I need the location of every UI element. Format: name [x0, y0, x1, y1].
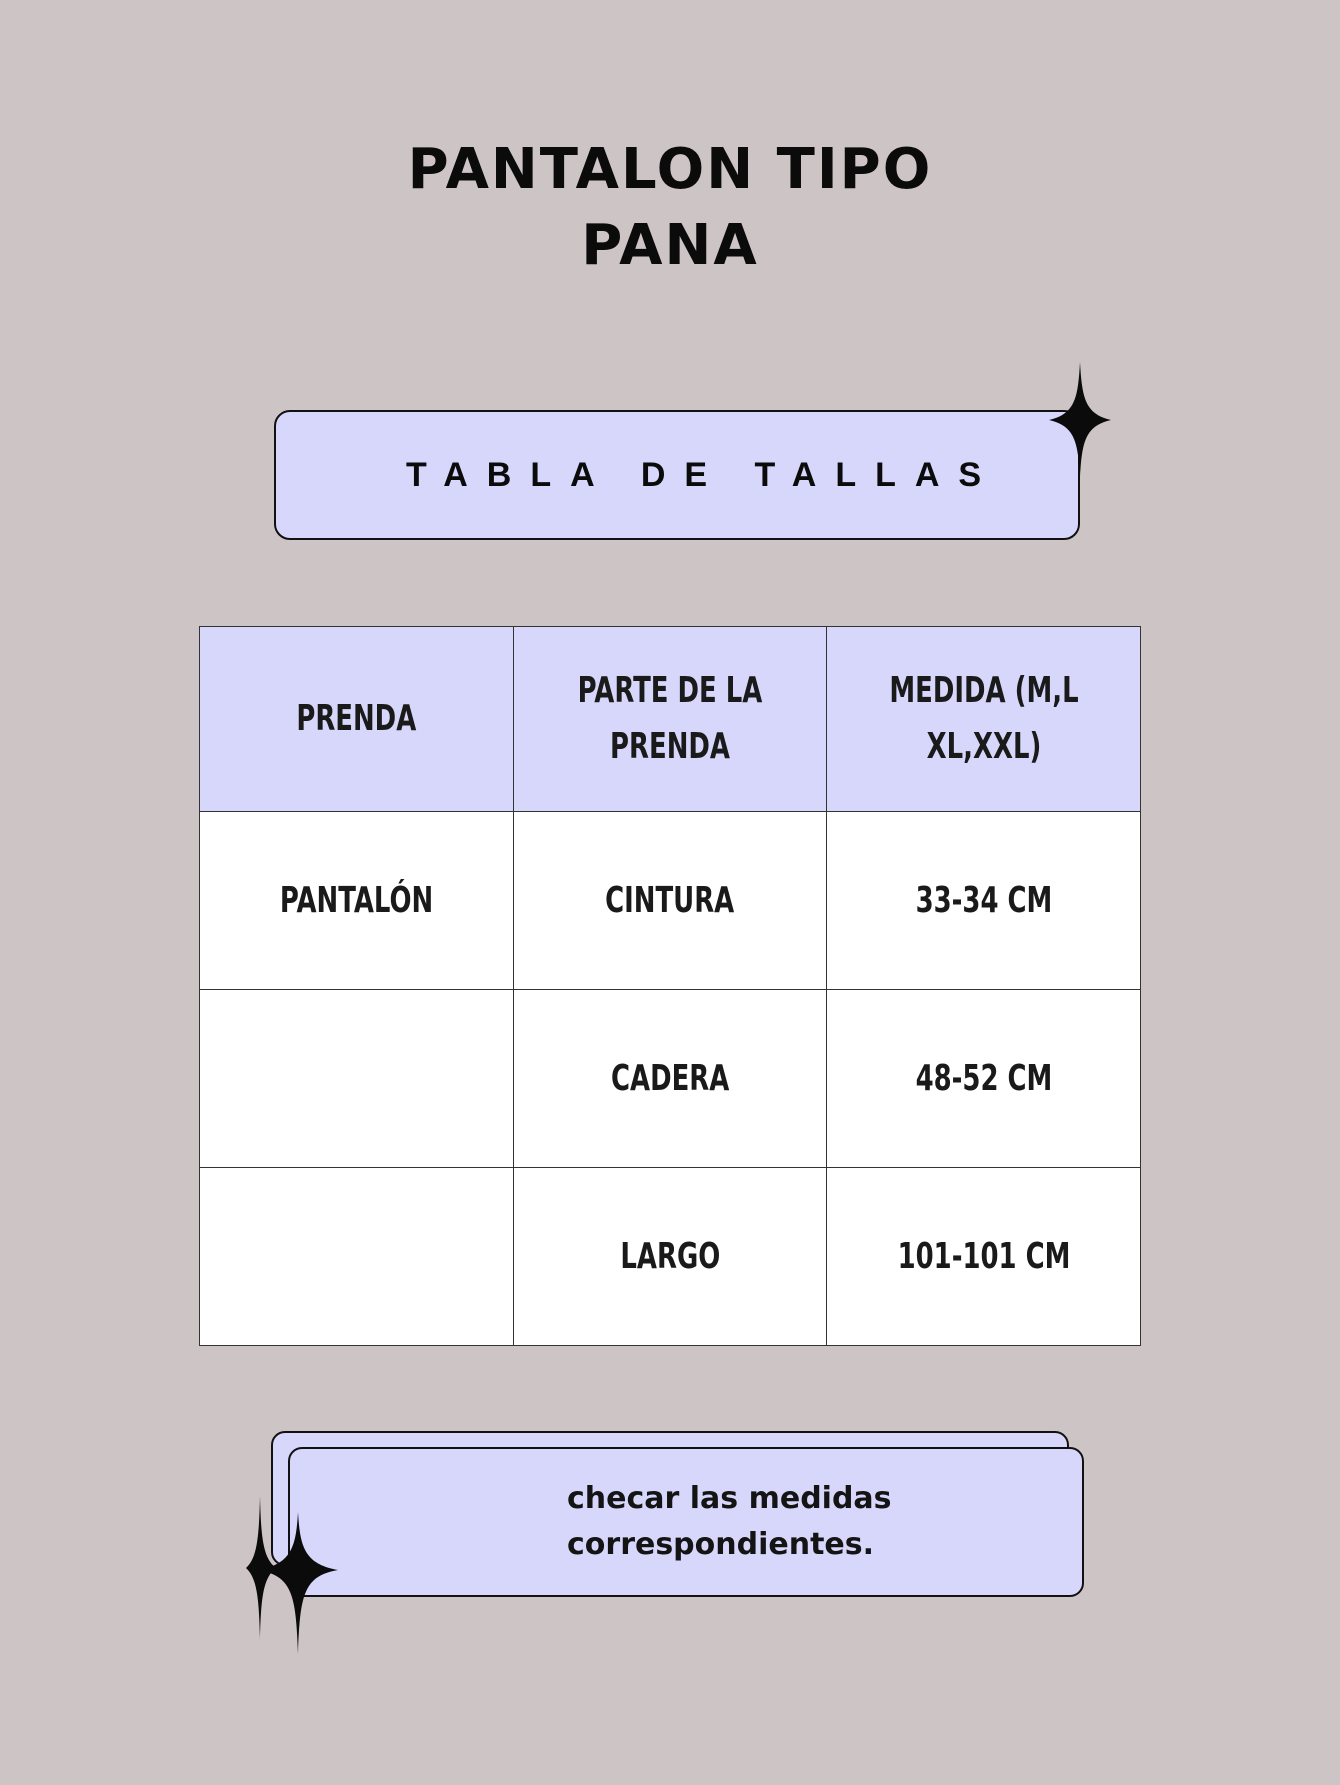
- sparkle-icon: [1049, 362, 1111, 478]
- note-card: [288, 1447, 1084, 1597]
- title-line-2: PANA: [581, 213, 759, 278]
- sparkle-icon: [246, 1496, 342, 1656]
- table-row: [200, 990, 1141, 1168]
- header-medida: MEDIDA (M,L XL,XXL): [827, 627, 1141, 812]
- header-parte: PARTE DE LA PRENDA: [513, 627, 827, 812]
- size-chart-label: TABLA DE TALLAS: [406, 456, 1001, 494]
- size-chart-banner: [274, 410, 1080, 540]
- cell-prenda: PANTALÓN: [200, 812, 514, 990]
- cell-parte: CADERA: [513, 990, 827, 1168]
- header-prenda: PRENDA: [200, 627, 514, 812]
- cell-prenda: [200, 990, 514, 1168]
- cell-medida: 33-34 CM: [827, 812, 1141, 990]
- table-row: [200, 1168, 1141, 1346]
- table-header-row: [200, 627, 1141, 812]
- title-line-1: PANTALON TIPO: [407, 137, 933, 202]
- size-table: [199, 626, 1141, 1346]
- table-row: [200, 812, 1141, 990]
- cell-prenda: [200, 1168, 514, 1346]
- cell-medida: 101-101 CM: [827, 1168, 1141, 1346]
- cell-parte: CINTURA: [513, 812, 827, 990]
- cell-parte: LARGO: [513, 1168, 827, 1346]
- page-title: [0, 132, 1340, 284]
- note-line-2: correspondientes.: [567, 1527, 875, 1562]
- cell-medida: 48-52 CM: [827, 990, 1141, 1168]
- note-line-1: checar las medidas: [567, 1481, 892, 1516]
- note-text: [567, 1476, 892, 1568]
